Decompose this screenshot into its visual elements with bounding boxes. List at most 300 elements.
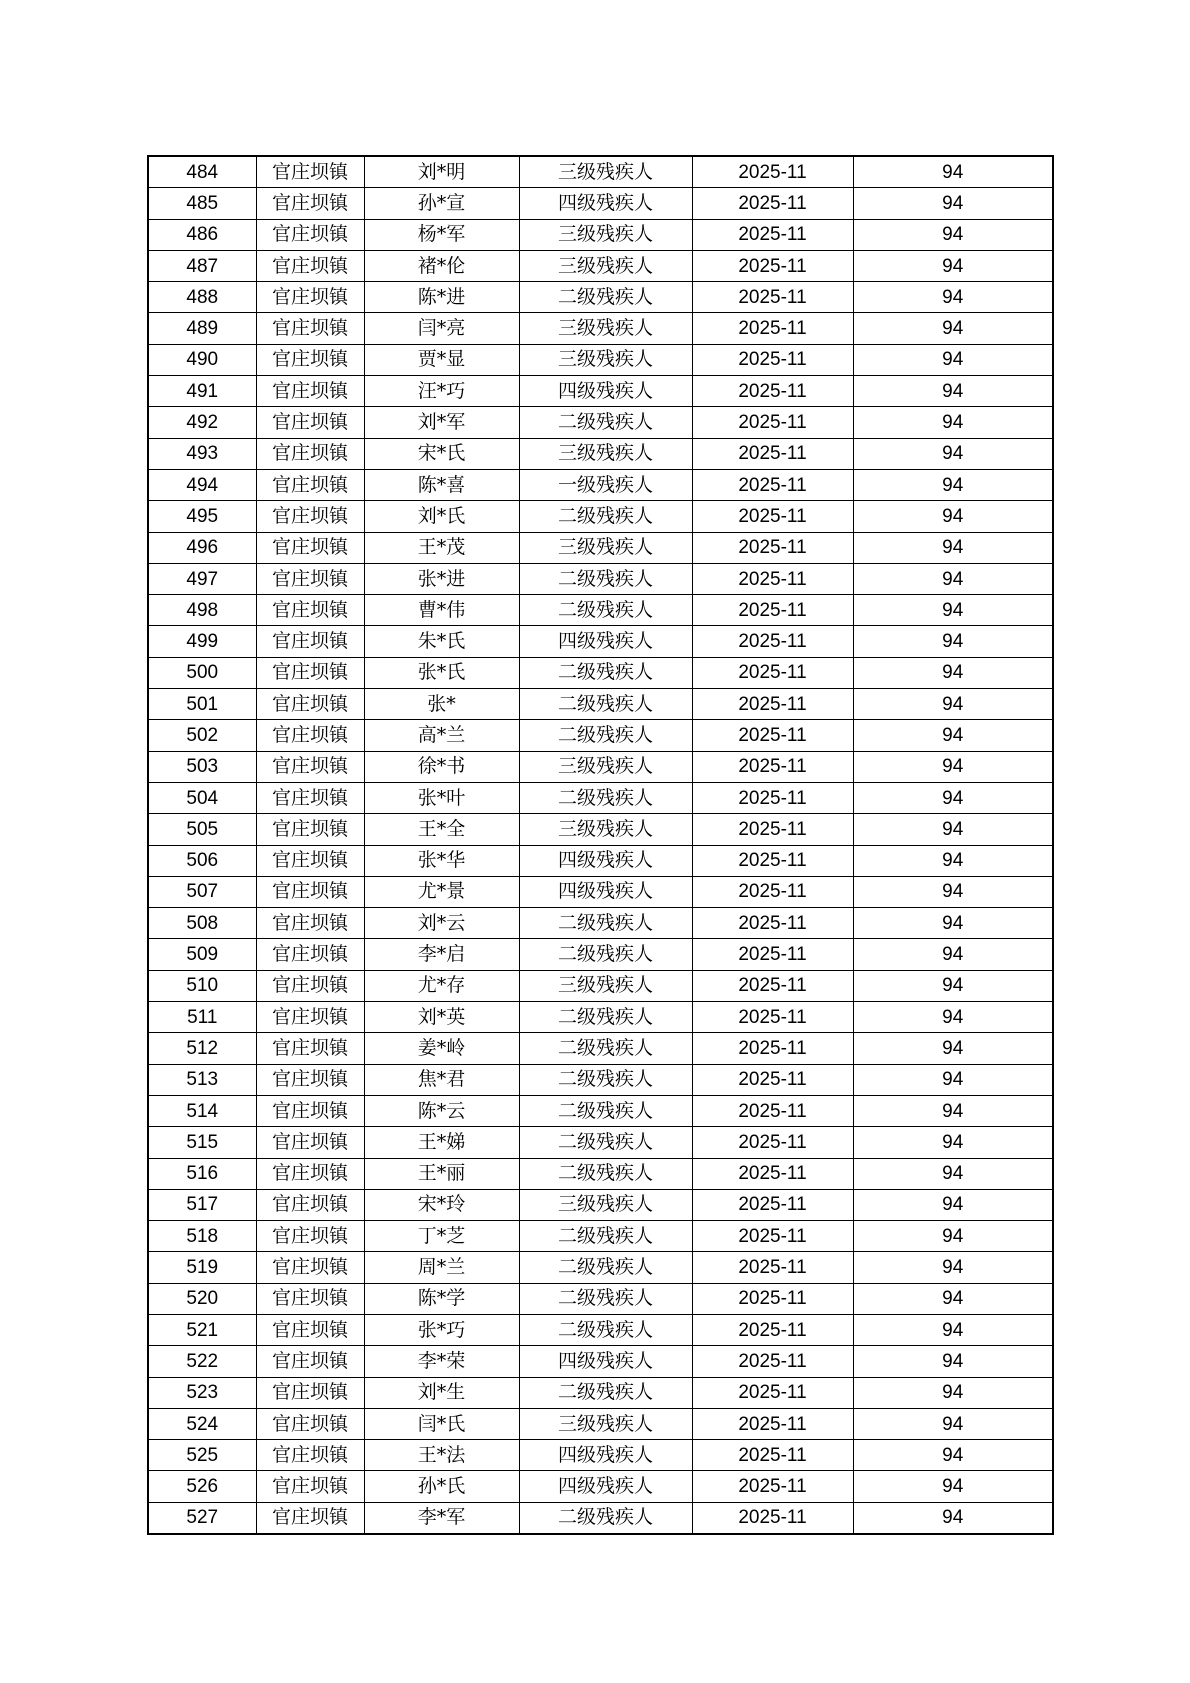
- month-cell: 2025-11: [692, 156, 853, 188]
- amount-cell: 94: [853, 1189, 1053, 1220]
- row-number-cell: 491: [148, 376, 256, 407]
- month-cell: 2025-11: [692, 219, 853, 250]
- month-cell: 2025-11: [692, 626, 853, 657]
- amount-cell: 94: [853, 282, 1053, 313]
- disability-level-cell: 二级残疾人: [519, 1252, 692, 1283]
- row-number-cell: 505: [148, 814, 256, 845]
- table-row: [148, 626, 1053, 657]
- table-row: [148, 188, 1053, 219]
- row-number-cell: 520: [148, 1283, 256, 1314]
- table-row: [148, 1283, 1053, 1314]
- row-number-cell: 508: [148, 908, 256, 939]
- disability-level-cell: 三级残疾人: [519, 250, 692, 281]
- month-cell: 2025-11: [692, 1440, 853, 1471]
- amount-cell: 94: [853, 1221, 1053, 1252]
- person-name-cell: 高*兰: [364, 720, 519, 751]
- disability-level-cell: 四级残疾人: [519, 1471, 692, 1502]
- row-number-cell: 493: [148, 438, 256, 469]
- amount-cell: 94: [853, 595, 1053, 626]
- row-number-cell: 487: [148, 250, 256, 281]
- disability-level-cell: 三级残疾人: [519, 344, 692, 375]
- month-cell: 2025-11: [692, 782, 853, 813]
- table-row: [148, 376, 1053, 407]
- row-number-cell: 524: [148, 1408, 256, 1439]
- town-cell: 官庄坝镇: [256, 782, 364, 813]
- row-number-cell: 504: [148, 782, 256, 813]
- month-cell: 2025-11: [692, 532, 853, 563]
- amount-cell: 94: [853, 1064, 1053, 1095]
- amount-cell: 94: [853, 1033, 1053, 1064]
- table-row: [148, 344, 1053, 375]
- person-name-cell: 孙*宣: [364, 188, 519, 219]
- town-cell: 官庄坝镇: [256, 407, 364, 438]
- town-cell: 官庄坝镇: [256, 1127, 364, 1158]
- town-cell: 官庄坝镇: [256, 282, 364, 313]
- town-cell: 官庄坝镇: [256, 188, 364, 219]
- amount-cell: 94: [853, 1095, 1053, 1126]
- town-cell: 官庄坝镇: [256, 1314, 364, 1345]
- person-name-cell: 刘*军: [364, 407, 519, 438]
- disability-level-cell: 二级残疾人: [519, 1158, 692, 1189]
- person-name-cell: 王*娣: [364, 1127, 519, 1158]
- person-name-cell: 曹*伟: [364, 595, 519, 626]
- person-name-cell: 贾*显: [364, 344, 519, 375]
- person-name-cell: 李*启: [364, 939, 519, 970]
- disability-level-cell: 四级残疾人: [519, 845, 692, 876]
- amount-cell: 94: [853, 376, 1053, 407]
- month-cell: 2025-11: [692, 407, 853, 438]
- town-cell: 官庄坝镇: [256, 751, 364, 782]
- month-cell: 2025-11: [692, 908, 853, 939]
- table-row: [148, 908, 1053, 939]
- town-cell: 官庄坝镇: [256, 1252, 364, 1283]
- disability-level-cell: 二级残疾人: [519, 939, 692, 970]
- table-row: [148, 250, 1053, 281]
- person-name-cell: 闫*亮: [364, 313, 519, 344]
- row-number-cell: 510: [148, 970, 256, 1001]
- town-cell: 官庄坝镇: [256, 563, 364, 594]
- disability-level-cell: 二级残疾人: [519, 908, 692, 939]
- town-cell: 官庄坝镇: [256, 1189, 364, 1220]
- table-row: [148, 876, 1053, 907]
- month-cell: 2025-11: [692, 250, 853, 281]
- table-row: [148, 751, 1053, 782]
- table-row: [148, 282, 1053, 313]
- disability-level-cell: 二级残疾人: [519, 407, 692, 438]
- amount-cell: 94: [853, 814, 1053, 845]
- town-cell: 官庄坝镇: [256, 595, 364, 626]
- subsidy-table: [147, 155, 1054, 1535]
- amount-cell: 94: [853, 970, 1053, 1001]
- disability-level-cell: 三级残疾人: [519, 970, 692, 1001]
- amount-cell: 94: [853, 908, 1053, 939]
- town-cell: 官庄坝镇: [256, 1064, 364, 1095]
- amount-cell: 94: [853, 1127, 1053, 1158]
- amount-cell: 94: [853, 751, 1053, 782]
- month-cell: 2025-11: [692, 876, 853, 907]
- amount-cell: 94: [853, 1314, 1053, 1345]
- disability-level-cell: 三级残疾人: [519, 751, 692, 782]
- town-cell: 官庄坝镇: [256, 1440, 364, 1471]
- table-row: [148, 1002, 1053, 1033]
- town-cell: 官庄坝镇: [256, 657, 364, 688]
- amount-cell: 94: [853, 313, 1053, 344]
- month-cell: 2025-11: [692, 657, 853, 688]
- disability-level-cell: 二级残疾人: [519, 595, 692, 626]
- town-cell: 官庄坝镇: [256, 1408, 364, 1439]
- amount-cell: 94: [853, 438, 1053, 469]
- table-row: [148, 1158, 1053, 1189]
- amount-cell: 94: [853, 782, 1053, 813]
- table-row: [148, 970, 1053, 1001]
- table-row: [148, 563, 1053, 594]
- month-cell: 2025-11: [692, 1189, 853, 1220]
- month-cell: 2025-11: [692, 1377, 853, 1408]
- disability-level-cell: 二级残疾人: [519, 1502, 692, 1534]
- town-cell: 官庄坝镇: [256, 939, 364, 970]
- disability-level-cell: 三级残疾人: [519, 1408, 692, 1439]
- table-row: [148, 845, 1053, 876]
- row-number-cell: 526: [148, 1471, 256, 1502]
- disability-level-cell: 四级残疾人: [519, 626, 692, 657]
- row-number-cell: 507: [148, 876, 256, 907]
- town-cell: 官庄坝镇: [256, 532, 364, 563]
- disability-level-cell: 二级残疾人: [519, 1221, 692, 1252]
- month-cell: 2025-11: [692, 344, 853, 375]
- town-cell: 官庄坝镇: [256, 1377, 364, 1408]
- amount-cell: 94: [853, 407, 1053, 438]
- town-cell: 官庄坝镇: [256, 250, 364, 281]
- person-name-cell: 陈*喜: [364, 469, 519, 500]
- disability-level-cell: 四级残疾人: [519, 1346, 692, 1377]
- disability-level-cell: 二级残疾人: [519, 782, 692, 813]
- table-row: [148, 1221, 1053, 1252]
- table-row: [148, 657, 1053, 688]
- town-cell: 官庄坝镇: [256, 313, 364, 344]
- amount-cell: 94: [853, 219, 1053, 250]
- table-row: [148, 939, 1053, 970]
- month-cell: 2025-11: [692, 1408, 853, 1439]
- month-cell: 2025-11: [692, 313, 853, 344]
- disability-level-cell: 二级残疾人: [519, 1095, 692, 1126]
- month-cell: 2025-11: [692, 1158, 853, 1189]
- row-number-cell: 503: [148, 751, 256, 782]
- month-cell: 2025-11: [692, 1095, 853, 1126]
- town-cell: 官庄坝镇: [256, 219, 364, 250]
- table-row: [148, 438, 1053, 469]
- month-cell: 2025-11: [692, 1221, 853, 1252]
- town-cell: 官庄坝镇: [256, 469, 364, 500]
- town-cell: 官庄坝镇: [256, 626, 364, 657]
- town-cell: 官庄坝镇: [256, 344, 364, 375]
- person-name-cell: 张*: [364, 689, 519, 720]
- disability-level-cell: 三级残疾人: [519, 313, 692, 344]
- person-name-cell: 陈*进: [364, 282, 519, 313]
- town-cell: 官庄坝镇: [256, 720, 364, 751]
- row-number-cell: 496: [148, 532, 256, 563]
- row-number-cell: 525: [148, 1440, 256, 1471]
- town-cell: 官庄坝镇: [256, 1346, 364, 1377]
- month-cell: 2025-11: [692, 970, 853, 1001]
- month-cell: 2025-11: [692, 1471, 853, 1502]
- town-cell: 官庄坝镇: [256, 438, 364, 469]
- month-cell: 2025-11: [692, 720, 853, 751]
- table-row: [148, 1252, 1053, 1283]
- person-name-cell: 尤*存: [364, 970, 519, 1001]
- amount-cell: 94: [853, 1408, 1053, 1439]
- amount-cell: 94: [853, 563, 1053, 594]
- person-name-cell: 王*全: [364, 814, 519, 845]
- table-row: [148, 1346, 1053, 1377]
- person-name-cell: 朱*氏: [364, 626, 519, 657]
- disability-level-cell: 四级残疾人: [519, 876, 692, 907]
- disability-level-cell: 四级残疾人: [519, 188, 692, 219]
- person-name-cell: 陈*学: [364, 1283, 519, 1314]
- month-cell: 2025-11: [692, 1252, 853, 1283]
- amount-cell: 94: [853, 156, 1053, 188]
- amount-cell: 94: [853, 250, 1053, 281]
- disability-level-cell: 二级残疾人: [519, 1314, 692, 1345]
- row-number-cell: 527: [148, 1502, 256, 1534]
- month-cell: 2025-11: [692, 1283, 853, 1314]
- month-cell: 2025-11: [692, 1064, 853, 1095]
- table-row: [148, 1377, 1053, 1408]
- amount-cell: 94: [853, 845, 1053, 876]
- disability-level-cell: 二级残疾人: [519, 1033, 692, 1064]
- table-row: [148, 1127, 1053, 1158]
- table-row: [148, 782, 1053, 813]
- disability-level-cell: 二级残疾人: [519, 1127, 692, 1158]
- person-name-cell: 周*兰: [364, 1252, 519, 1283]
- amount-cell: 94: [853, 469, 1053, 500]
- town-cell: 官庄坝镇: [256, 908, 364, 939]
- person-name-cell: 姜*岭: [364, 1033, 519, 1064]
- amount-cell: 94: [853, 1471, 1053, 1502]
- person-name-cell: 汪*巧: [364, 376, 519, 407]
- table-row: [148, 156, 1053, 188]
- row-number-cell: 498: [148, 595, 256, 626]
- table-row: [148, 469, 1053, 500]
- row-number-cell: 485: [148, 188, 256, 219]
- row-number-cell: 522: [148, 1346, 256, 1377]
- row-number-cell: 509: [148, 939, 256, 970]
- row-number-cell: 502: [148, 720, 256, 751]
- disability-level-cell: 三级残疾人: [519, 814, 692, 845]
- disability-level-cell: 三级残疾人: [519, 219, 692, 250]
- town-cell: 官庄坝镇: [256, 1158, 364, 1189]
- row-number-cell: 512: [148, 1033, 256, 1064]
- person-name-cell: 陈*云: [364, 1095, 519, 1126]
- month-cell: 2025-11: [692, 595, 853, 626]
- row-number-cell: 490: [148, 344, 256, 375]
- amount-cell: 94: [853, 657, 1053, 688]
- month-cell: 2025-11: [692, 1346, 853, 1377]
- row-number-cell: 523: [148, 1377, 256, 1408]
- disability-level-cell: 二级残疾人: [519, 501, 692, 532]
- amount-cell: 94: [853, 720, 1053, 751]
- amount-cell: 94: [853, 1377, 1053, 1408]
- disability-level-cell: 二级残疾人: [519, 657, 692, 688]
- disability-level-cell: 二级残疾人: [519, 1283, 692, 1314]
- row-number-cell: 497: [148, 563, 256, 594]
- disability-level-cell: 四级残疾人: [519, 376, 692, 407]
- disability-level-cell: 三级残疾人: [519, 156, 692, 188]
- amount-cell: 94: [853, 1346, 1053, 1377]
- row-number-cell: 506: [148, 845, 256, 876]
- row-number-cell: 486: [148, 219, 256, 250]
- table-row: [148, 501, 1053, 532]
- amount-cell: 94: [853, 344, 1053, 375]
- person-name-cell: 李*军: [364, 1502, 519, 1534]
- person-name-cell: 刘*生: [364, 1377, 519, 1408]
- town-cell: 官庄坝镇: [256, 1283, 364, 1314]
- amount-cell: 94: [853, 939, 1053, 970]
- row-number-cell: 495: [148, 501, 256, 532]
- town-cell: 官庄坝镇: [256, 689, 364, 720]
- disability-level-cell: 一级残疾人: [519, 469, 692, 500]
- amount-cell: 94: [853, 1283, 1053, 1314]
- disability-level-cell: 二级残疾人: [519, 563, 692, 594]
- row-number-cell: 494: [148, 469, 256, 500]
- person-name-cell: 尤*景: [364, 876, 519, 907]
- town-cell: 官庄坝镇: [256, 814, 364, 845]
- table-row: [148, 720, 1053, 751]
- table-row: [148, 219, 1053, 250]
- table-row: [148, 689, 1053, 720]
- amount-cell: 94: [853, 1158, 1053, 1189]
- row-number-cell: 500: [148, 657, 256, 688]
- town-cell: 官庄坝镇: [256, 156, 364, 188]
- table-row: [148, 1408, 1053, 1439]
- row-number-cell: 489: [148, 313, 256, 344]
- disability-level-cell: 二级残疾人: [519, 689, 692, 720]
- amount-cell: 94: [853, 626, 1053, 657]
- town-cell: 官庄坝镇: [256, 970, 364, 1001]
- person-name-cell: 张*叶: [364, 782, 519, 813]
- row-number-cell: 484: [148, 156, 256, 188]
- row-number-cell: 513: [148, 1064, 256, 1095]
- row-number-cell: 516: [148, 1158, 256, 1189]
- table-row: [148, 1440, 1053, 1471]
- row-number-cell: 515: [148, 1127, 256, 1158]
- month-cell: 2025-11: [692, 1314, 853, 1345]
- row-number-cell: 519: [148, 1252, 256, 1283]
- table-row: [148, 814, 1053, 845]
- town-cell: 官庄坝镇: [256, 376, 364, 407]
- person-name-cell: 张*进: [364, 563, 519, 594]
- table-row: [148, 313, 1053, 344]
- month-cell: 2025-11: [692, 563, 853, 594]
- disability-level-cell: 二级残疾人: [519, 282, 692, 313]
- month-cell: 2025-11: [692, 501, 853, 532]
- month-cell: 2025-11: [692, 814, 853, 845]
- person-name-cell: 杨*军: [364, 219, 519, 250]
- table-row: [148, 1471, 1053, 1502]
- disability-level-cell: 二级残疾人: [519, 1002, 692, 1033]
- amount-cell: 94: [853, 532, 1053, 563]
- month-cell: 2025-11: [692, 188, 853, 219]
- person-name-cell: 张*氏: [364, 657, 519, 688]
- person-name-cell: 刘*明: [364, 156, 519, 188]
- month-cell: 2025-11: [692, 751, 853, 782]
- person-name-cell: 孙*氏: [364, 1471, 519, 1502]
- row-number-cell: 511: [148, 1002, 256, 1033]
- amount-cell: 94: [853, 689, 1053, 720]
- month-cell: 2025-11: [692, 1502, 853, 1534]
- month-cell: 2025-11: [692, 1002, 853, 1033]
- row-number-cell: 499: [148, 626, 256, 657]
- person-name-cell: 张*巧: [364, 1314, 519, 1345]
- person-name-cell: 刘*氏: [364, 501, 519, 532]
- town-cell: 官庄坝镇: [256, 845, 364, 876]
- person-name-cell: 王*丽: [364, 1158, 519, 1189]
- amount-cell: 94: [853, 876, 1053, 907]
- town-cell: 官庄坝镇: [256, 1221, 364, 1252]
- person-name-cell: 丁*芝: [364, 1221, 519, 1252]
- month-cell: 2025-11: [692, 282, 853, 313]
- amount-cell: 94: [853, 1002, 1053, 1033]
- month-cell: 2025-11: [692, 1033, 853, 1064]
- table-row: [148, 1095, 1053, 1126]
- person-name-cell: 宋*玲: [364, 1189, 519, 1220]
- disability-level-cell: 四级残疾人: [519, 1440, 692, 1471]
- town-cell: 官庄坝镇: [256, 876, 364, 907]
- month-cell: 2025-11: [692, 845, 853, 876]
- person-name-cell: 褚*伦: [364, 250, 519, 281]
- row-number-cell: 488: [148, 282, 256, 313]
- disability-level-cell: 三级残疾人: [519, 532, 692, 563]
- town-cell: 官庄坝镇: [256, 1095, 364, 1126]
- month-cell: 2025-11: [692, 469, 853, 500]
- person-name-cell: 刘*英: [364, 1002, 519, 1033]
- disability-level-cell: 三级残疾人: [519, 1189, 692, 1220]
- town-cell: 官庄坝镇: [256, 1502, 364, 1534]
- table-row: [148, 532, 1053, 563]
- town-cell: 官庄坝镇: [256, 501, 364, 532]
- row-number-cell: 514: [148, 1095, 256, 1126]
- table-row: [148, 1189, 1053, 1220]
- disability-level-cell: 二级残疾人: [519, 1377, 692, 1408]
- month-cell: 2025-11: [692, 939, 853, 970]
- person-name-cell: 闫*氏: [364, 1408, 519, 1439]
- disability-level-cell: 二级残疾人: [519, 1064, 692, 1095]
- month-cell: 2025-11: [692, 1127, 853, 1158]
- amount-cell: 94: [853, 188, 1053, 219]
- amount-cell: 94: [853, 1502, 1053, 1534]
- table-row: [148, 595, 1053, 626]
- person-name-cell: 宋*氏: [364, 438, 519, 469]
- table-row: [148, 1502, 1053, 1534]
- row-number-cell: 501: [148, 689, 256, 720]
- town-cell: 官庄坝镇: [256, 1471, 364, 1502]
- table-row: [148, 1064, 1053, 1095]
- person-name-cell: 焦*君: [364, 1064, 519, 1095]
- disability-level-cell: 二级残疾人: [519, 720, 692, 751]
- town-cell: 官庄坝镇: [256, 1033, 364, 1064]
- row-number-cell: 521: [148, 1314, 256, 1345]
- row-number-cell: 492: [148, 407, 256, 438]
- person-name-cell: 刘*云: [364, 908, 519, 939]
- amount-cell: 94: [853, 501, 1053, 532]
- person-name-cell: 李*荣: [364, 1346, 519, 1377]
- person-name-cell: 王*法: [364, 1440, 519, 1471]
- person-name-cell: 徐*书: [364, 751, 519, 782]
- row-number-cell: 517: [148, 1189, 256, 1220]
- table-body: [148, 156, 1053, 1534]
- amount-cell: 94: [853, 1252, 1053, 1283]
- disability-level-cell: 三级残疾人: [519, 438, 692, 469]
- table-row: [148, 407, 1053, 438]
